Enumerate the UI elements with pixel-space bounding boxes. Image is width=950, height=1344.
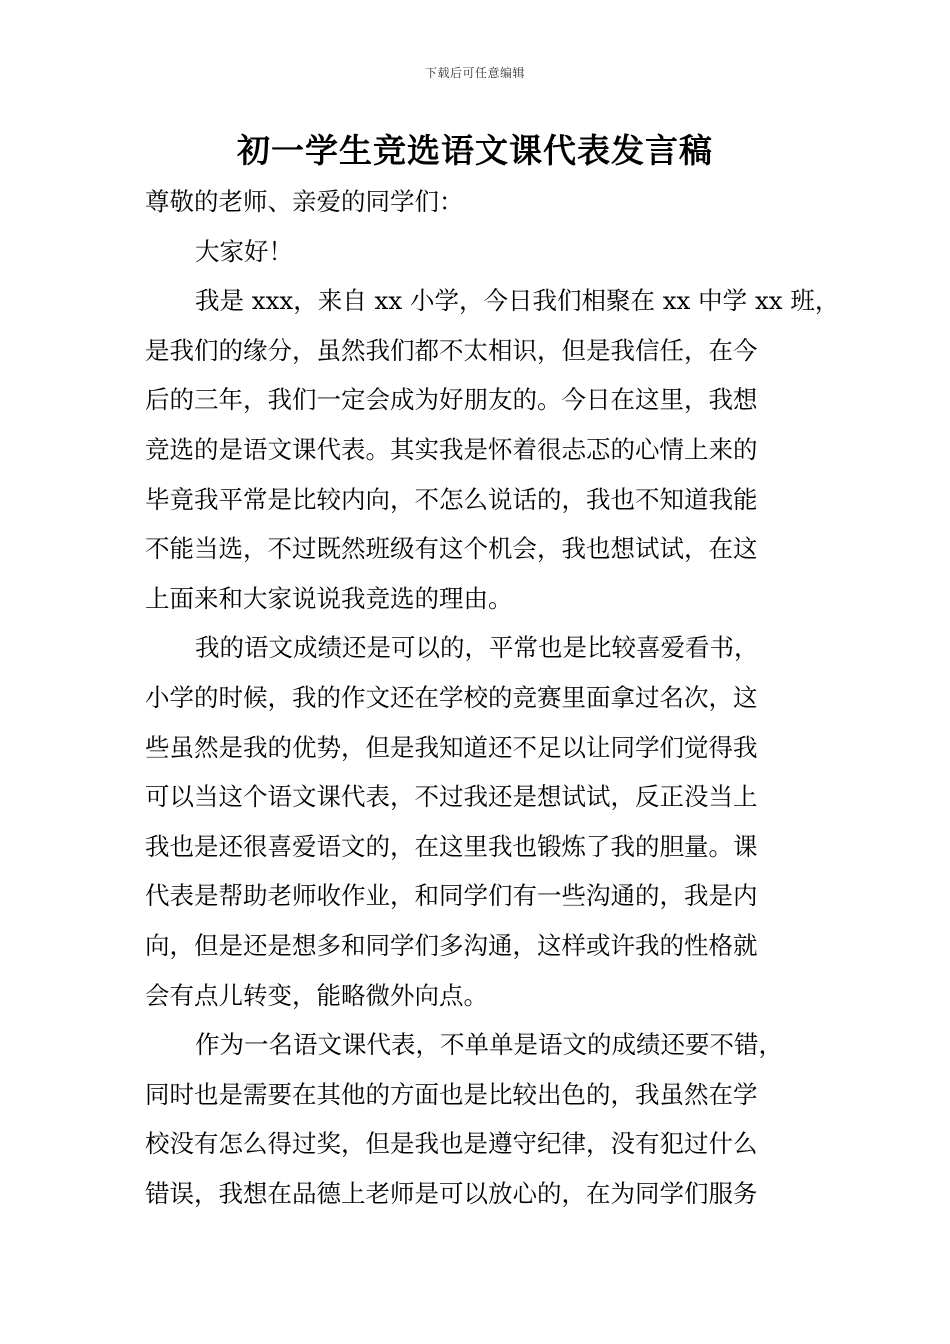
- document-title: 初一学生竞选语文课代表发言稿: [237, 131, 713, 170]
- paragraph-3: [145, 1020, 835, 1218]
- paragraph-line: 我的语文成绩还是可以的，平常也是比较喜爱看书，: [195, 633, 759, 663]
- paragraph-line: 竞选的是语文课代表。其实我是怀着很忐忑的心情上来的: [145, 434, 758, 464]
- paragraph-line: 代表是帮助老师收作业，和同学们有一些沟通的，我是内: [145, 881, 758, 911]
- paragraph-line: 小学的时候，我的作文还在学校的竞赛里面拿过名次，这: [145, 682, 758, 712]
- paragraph-line: 作为一名语文课代表，不单单是语文的成绩还要不错，: [195, 1030, 783, 1060]
- paragraph-line: 错误，我想在品德上老师是可以放心的，在为同学们服务: [145, 1178, 758, 1208]
- paragraph-line: 不能当选，不过既然班级有这个机会，我也想试试，在这: [145, 534, 758, 564]
- paragraph-line: 校没有怎么得过奖，但是我也是遵守纪律，没有犯过什么: [145, 1129, 758, 1159]
- paragraph-line: 毕竟我平常是比较内向，不怎么说话的，我也不知道我能: [145, 484, 758, 514]
- greeting: 大家好！: [195, 236, 293, 266]
- paragraph-line: 同时也是需要在其他的方面也是比较出色的，我虽然在学: [145, 1079, 758, 1109]
- paragraph-line: 我也是还很喜爱语文的，在这里我也锻炼了我的胆量。课: [145, 831, 758, 861]
- paragraph-2: [145, 623, 835, 1020]
- paragraph-line: 些虽然是我的优势，但是我知道还不足以让同学们觉得我: [145, 732, 758, 762]
- paragraph-line: 会有点儿转变，能略微外向点。: [145, 980, 488, 1010]
- paragraph-line: 向，但是还是想多和同学们多沟通，这样或许我的性格就: [145, 930, 758, 960]
- paragraph-1: [145, 276, 840, 623]
- paragraph-line: 后的三年，我们一定会成为好朋友的。今日在这里，我想: [145, 385, 758, 415]
- header-note: 下载后可任意编辑: [424, 66, 525, 80]
- paragraph-line: 我是 xxx，来自 xx 小学，今日我们相聚在 xx 中学 xx 班，: [195, 286, 840, 316]
- document-body: [145, 177, 840, 1218]
- paragraph-line: 可以当这个语文课代表，不过我还是想试试，反正没当上: [145, 782, 758, 812]
- paragraph-line: 上面来和大家说说我竞选的理由。: [145, 583, 513, 613]
- salutation: 尊敬的老师、亲爱的同学们：: [145, 187, 464, 216]
- paragraph-line: 是我们的缘分，虽然我们都不太相识，但是我信任，在今: [145, 335, 758, 365]
